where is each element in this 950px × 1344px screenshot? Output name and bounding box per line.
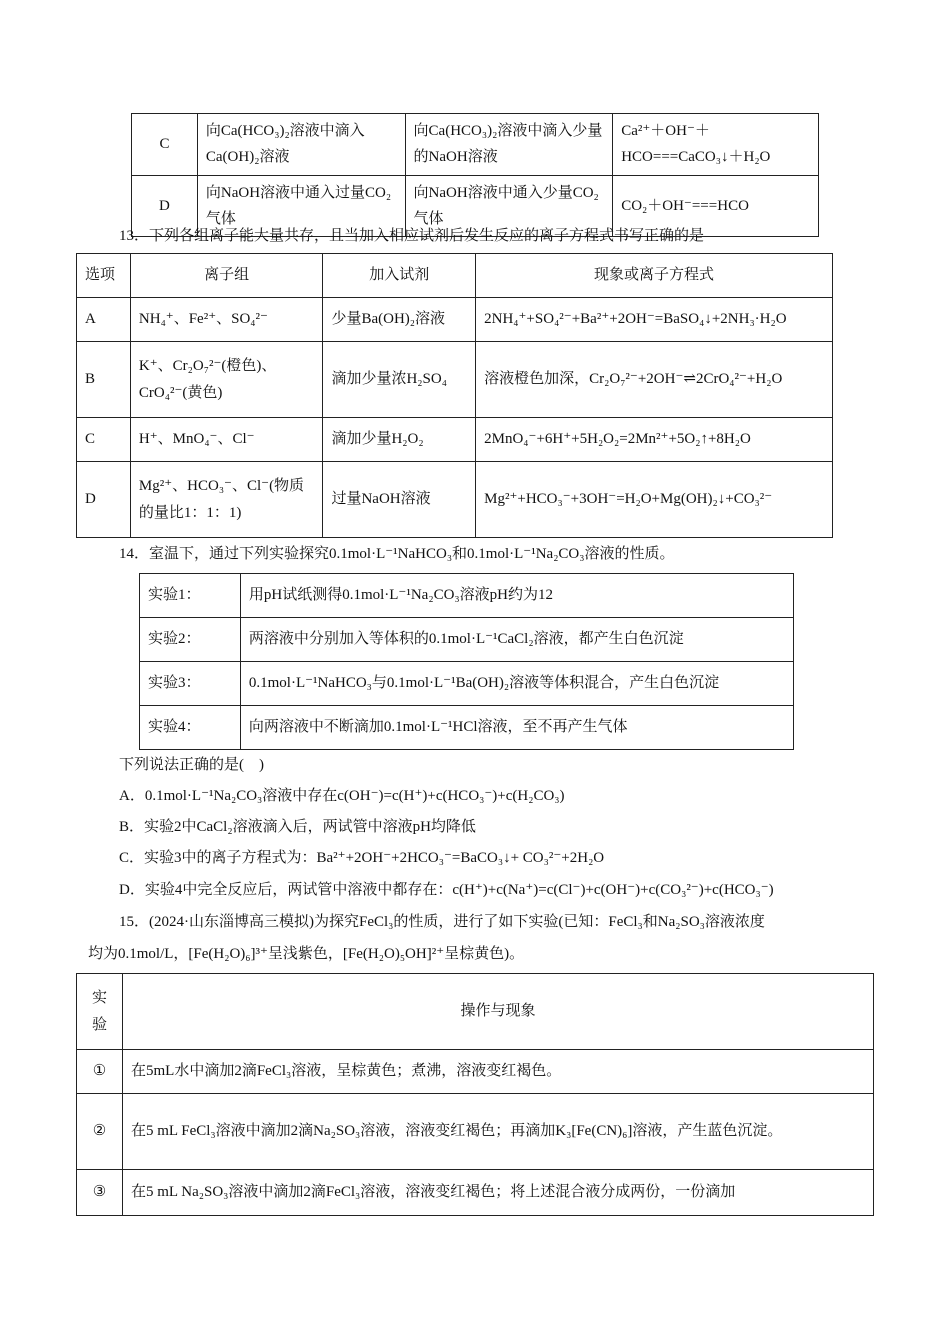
table-header-row xyxy=(77,254,833,298)
table-row xyxy=(77,1050,874,1094)
experiment-text: 用pH试纸测得0.1mol·L⁻¹Na₂CO₃溶液pH约为12 xyxy=(240,574,793,618)
table-row xyxy=(140,574,794,618)
table-row xyxy=(77,1170,874,1216)
ions-cell: Mg²⁺、HCO₃⁻、Cl⁻(物质的量比1：1：1) xyxy=(130,462,323,538)
experiment-text: 两溶液中分别加入等体积的0.1mol·L⁻¹CaCl₂溶液，都产生白色沉淀 xyxy=(240,618,793,662)
table-cell: 向Ca(HCO₃)₂溶液中滴入Ca(OH)₂溶液 xyxy=(197,114,405,176)
table-cell: 向NaOH溶液中通入过量CO₂气体 xyxy=(197,175,405,237)
result-cell: 2NH₄⁺+SO₄²⁻+Ba²⁺+2OH⁻=BaSO₄↓+2NH₃·H₂O xyxy=(476,298,833,342)
experiment-text: 在5 mL FeCl₃溶液中滴加2滴Na₂SO₃溶液，溶液变红褐色；再滴加K₃[Fe(CN)₆]溶液，产生蓝色沉淀。 xyxy=(122,1094,873,1170)
reagent-cell: 滴加少量浓H₂SO₄ xyxy=(323,342,476,418)
table-row xyxy=(140,662,794,706)
table-row xyxy=(77,418,833,462)
experiment-label: 实验3： xyxy=(140,662,241,706)
experiment-text: 在5mL水中滴加2滴FeCl₃溶液，呈棕黄色；煮沸，溶液变红褐色。 xyxy=(122,1050,873,1094)
experiment-text: 在5 mL Na₂SO₃溶液中滴加2滴FeCl₃溶液，溶液变红褐色；将上述混合液分成两份，一份滴加 xyxy=(122,1170,873,1216)
table-row xyxy=(77,1094,874,1170)
column-header: 实验 xyxy=(77,974,123,1050)
option-cell: B xyxy=(77,342,131,418)
answer-option-a: A．0.1mol·L⁻¹Na₂CO₃溶液中存在c(OH⁻)=c(H⁺)+c(HCO₃⁻)+c(H₂CO₃) xyxy=(119,788,565,804)
table-row xyxy=(77,298,833,342)
q14-question: 下列说法正确的是( ) xyxy=(119,757,264,773)
column-header: 离子组 xyxy=(130,254,323,298)
option-cell: A xyxy=(77,298,131,342)
experiment-id: ③ xyxy=(77,1170,123,1216)
column-header: 操作与现象 xyxy=(122,974,873,1050)
q15-table xyxy=(76,973,874,1216)
q15-stem: 15．(2024·山东淄博高三模拟)为探究FeCl₃的性质，进行了如下实验(已知：FeCl₃和Na₂SO₃溶液浓度 xyxy=(119,914,765,930)
table-cell: 向NaOH溶液中通入少量CO₂气体 xyxy=(405,175,613,237)
result-cell: 2MnO₄⁻+6H⁺+5H₂O₂=2Mn²⁺+5O₂↑+8H₂O xyxy=(476,418,833,462)
reagent-cell: 滴加少量H₂O₂ xyxy=(323,418,476,462)
option-cell: C xyxy=(77,418,131,462)
experiment-id: ① xyxy=(77,1050,123,1094)
table-cell: 向Ca(HCO₃)₂溶液中滴入少量的NaOH溶液 xyxy=(405,114,613,176)
experiment-label: 实验4： xyxy=(140,706,241,750)
column-header: 现象或离子方程式 xyxy=(476,254,833,298)
ions-cell: NH₄⁺、Fe²⁺、SO₄²⁻ xyxy=(130,298,323,342)
table-header-row xyxy=(77,974,874,1050)
experiment-text: 0.1mol·L⁻¹NaHCO₃与0.1mol·L⁻¹Ba(OH)₂溶液等体积混合，产生白色沉淀 xyxy=(240,662,793,706)
column-header: 加入试剂 xyxy=(323,254,476,298)
table-cell: Ca²⁺＋OH⁻＋HCO===CaCO₃↓＋H₂O xyxy=(613,114,819,176)
q13-stem: 13．下列各组离子能大量共存，且当加入相应试剂后发生反应的离子方程式书写正确的是 xyxy=(119,228,705,244)
column-header: 选项 xyxy=(77,254,131,298)
table-row xyxy=(132,114,819,176)
experiment-text: 向两溶液中不断滴加0.1mol·L⁻¹HCl溶液，至不再产生气体 xyxy=(240,706,793,750)
option-cell: D xyxy=(132,175,198,237)
q15-stem-continued: 均为0.1mol/L，[Fe(H₂O)₆]³⁺呈浅紫色，[Fe(H₂O)₅OH]²⁺呈棕黄色)。 xyxy=(88,946,525,962)
experiment-id: ② xyxy=(77,1094,123,1170)
reagent-cell: 少量Ba(OH)₂溶液 xyxy=(323,298,476,342)
option-cell: C xyxy=(132,114,198,176)
q14-stem: 14．室温下，通过下列实验探究0.1mol·L⁻¹NaHCO₃和0.1mol·L⁻¹Na₂CO₃溶液的性质。 xyxy=(119,546,675,562)
table-cell: CO₂＋OH⁻===HCO xyxy=(613,175,819,237)
ions-cell: K⁺、Cr₂O₇²⁻(橙色)、CrO₄²⁻(黄色) xyxy=(130,342,323,418)
q13-table xyxy=(76,253,833,538)
experiment-label: 实验1： xyxy=(140,574,241,618)
experiment-label: 实验2： xyxy=(140,618,241,662)
option-cell: D xyxy=(77,462,131,538)
answer-option-c: C．实验3中的离子方程式为：Ba²⁺+2OH⁻+2HCO₃⁻=BaCO₃↓+ CO₃²⁻+2H₂O xyxy=(119,850,605,866)
answer-option-d: D．实验4中完全反应后，两试管中溶液中都存在：c(H⁺)+c(Na⁺)=c(Cl⁻)+c(OH⁻)+c(CO₃²⁻)+c(HCO₃⁻) xyxy=(119,882,774,898)
reagent-cell: 过量NaOH溶液 xyxy=(323,462,476,538)
table-row xyxy=(140,706,794,750)
table-row xyxy=(77,462,833,538)
answer-option-b: B．实验2中CaCl₂溶液滴入后，两试管中溶液pH均降低 xyxy=(119,819,476,835)
q12-table xyxy=(131,113,819,237)
table-row xyxy=(77,342,833,418)
table-row xyxy=(140,618,794,662)
result-cell: 溶液橙色加深，Cr₂O₇²⁻+2OH⁻⇌2CrO₄²⁻+H₂O xyxy=(476,342,833,418)
q14-experiment-table xyxy=(139,573,794,750)
ions-cell: H⁺、MnO₄⁻、Cl⁻ xyxy=(130,418,323,462)
result-cell: Mg²⁺+HCO₃⁻+3OH⁻=H₂O+Mg(OH)₂↓+CO₃²⁻ xyxy=(476,462,833,538)
